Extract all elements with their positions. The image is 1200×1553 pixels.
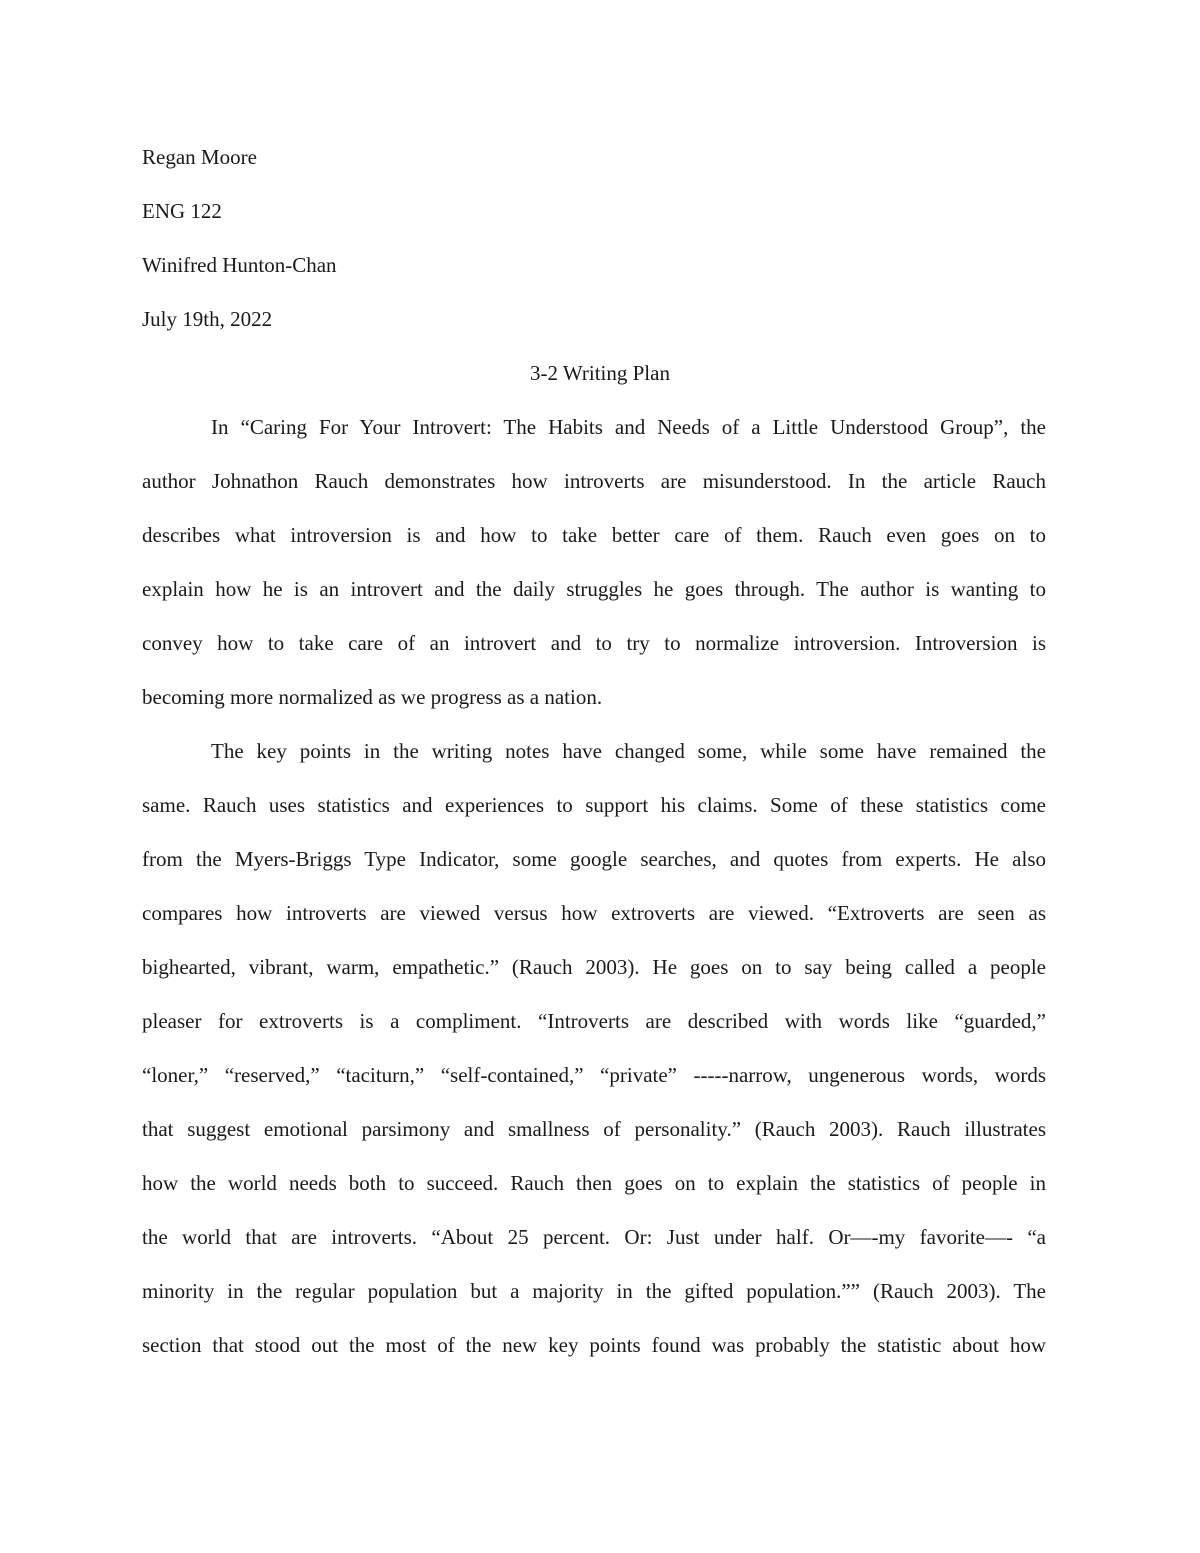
paragraph-line: the world that are introverts. “About 25 percent. Or: Just under half. Or—-my favorite—- “a	[142, 1225, 1046, 1249]
paragraph-line: “loner,” “reserved,” “taciturn,” “self-contained,” “private” -----narrow, ungenerous words, words	[142, 1063, 1046, 1087]
paragraph-line: author Johnathon Rauch demonstrates how introverts are misunderstood. In the article Rauch	[142, 469, 1046, 493]
document-title: 3-2 Writing Plan	[530, 361, 670, 385]
paragraph-line: same. Rauch uses statistics and experiences to support his claims. Some of these statistics come	[142, 793, 1046, 817]
course-code: ENG 122	[142, 199, 222, 223]
paragraph-line: from the Myers-Briggs Type Indicator, some google searches, and quotes from experts. He also	[142, 847, 1046, 871]
paragraph-line: explain how he is an introvert and the daily struggles he goes through. The author is wanting to	[142, 577, 1046, 601]
date: July 19th, 2022	[142, 307, 273, 331]
paragraph-line: becoming more normalized as we progress as a nation.	[142, 685, 603, 709]
paragraph-line: convey how to take care of an introvert and to try to normalize introversion. Introversion is	[142, 631, 1046, 655]
paragraph-line: compares how introverts are viewed versus how extroverts are viewed. “Extroverts are seen as	[142, 901, 1046, 925]
paragraph-line: how the world needs both to succeed. Rauch then goes on to explain the statistics of people in	[142, 1171, 1046, 1195]
paragraph-line: The key points in the writing notes have changed some, while some have remained the	[211, 739, 1046, 763]
paragraph-line: pleaser for extroverts is a compliment. “Introverts are described with words like “guarded,”	[142, 1009, 1046, 1033]
instructor-name: Winifred Hunton-Chan	[142, 253, 337, 277]
paragraph-line: describes what introversion is and how to take better care of them. Rauch even goes on to	[142, 523, 1046, 547]
paragraph-line: that suggest emotional parsimony and smallness of personality.” (Rauch 2003). Rauch illustrates	[142, 1117, 1046, 1141]
paragraph-line: section that stood out the most of the new key points found was probably the statistic about how	[142, 1333, 1046, 1357]
paragraph-line: minority in the regular population but a majority in the gifted population.”” (Rauch 2003). The	[142, 1279, 1046, 1303]
paragraph-line: bighearted, vibrant, warm, empathetic.” (Rauch 2003). He goes on to say being called a people	[142, 955, 1046, 979]
paragraph-line: In “Caring For Your Introvert: The Habits and Needs of a Little Understood Group”, the	[211, 415, 1046, 439]
author-name: Regan Moore	[142, 145, 257, 169]
